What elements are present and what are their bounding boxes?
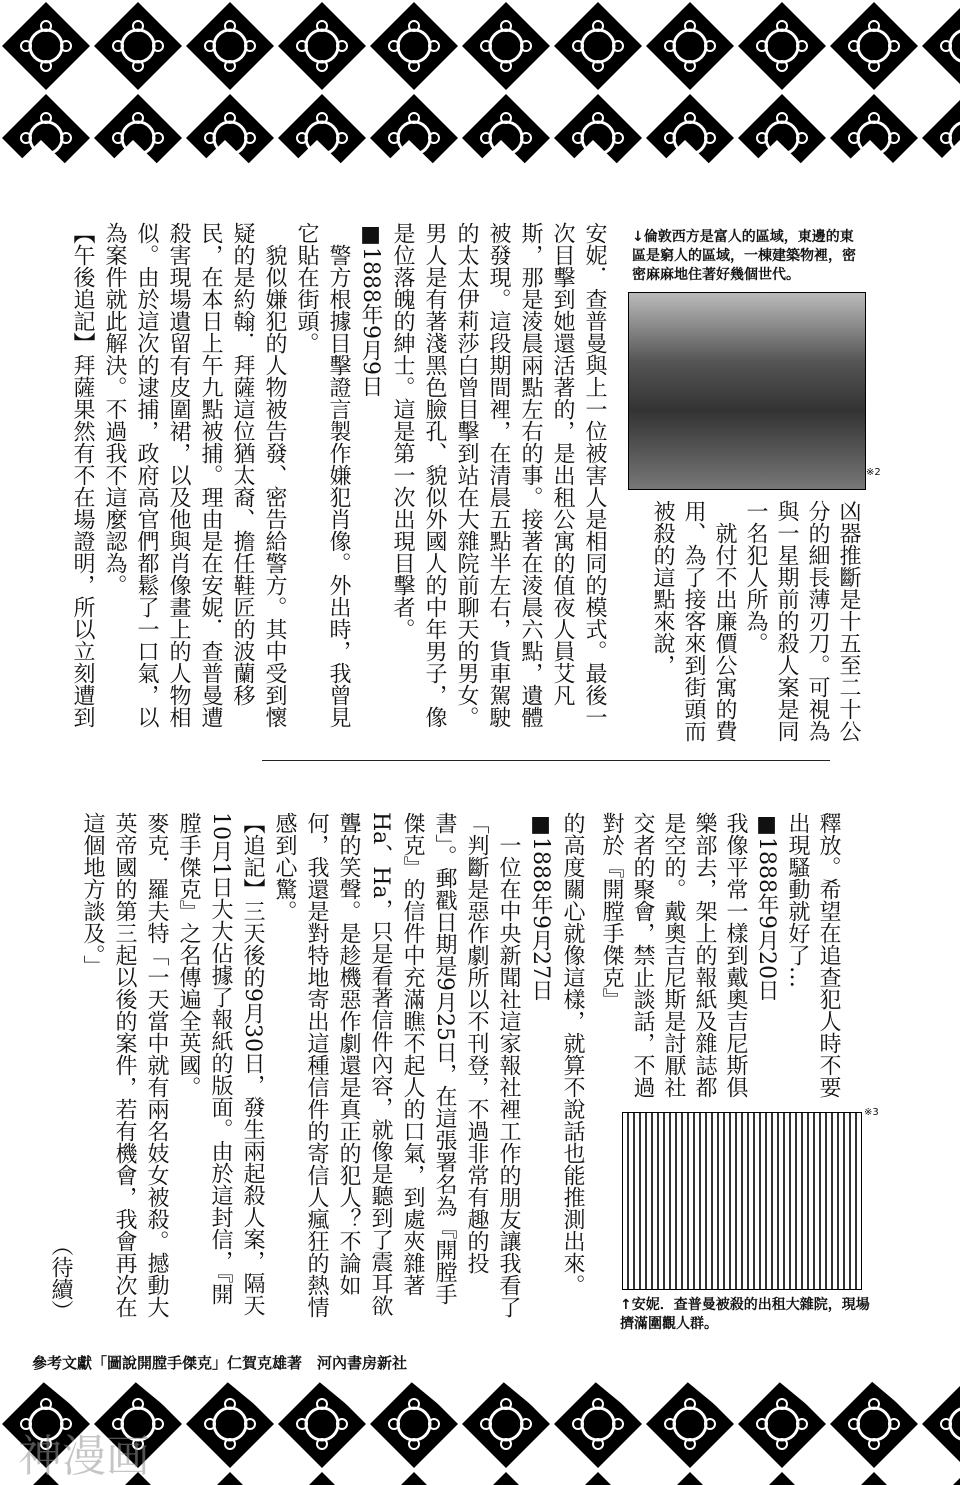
date-heading: ■1888年9月27日: [528, 812, 553, 1001]
to-be-continued: （待續）: [48, 1234, 73, 1322]
date-heading: ■1888年9月20日: [754, 812, 779, 1001]
bottom-long-text: [40, 812, 588, 1322]
paragraph: 我像平常一樣到戴奧吉尼斯俱樂部去，架上的報紙及雜誌都是空的。戴奧吉尼斯是討厭社交者的聚會，禁止談話，不過對於『開膛手傑克』: [599, 812, 748, 1098]
alley-photo: [628, 292, 866, 490]
photo-caption: ↓倫敦西方是富人的區域，東邊的東區是窮人的區域，一棟建築物裡，密密麻麻地住著好幾個世代。: [632, 229, 856, 283]
paragraph: 就付不出廉價公寓的費用、為了接客來到街頭而被殺的這點來說，: [650, 500, 737, 742]
side-text-block: [628, 500, 864, 748]
main-text-block: [28, 222, 610, 730]
bottom-short-text: [592, 812, 844, 1110]
paragraph: 【午後追記】拜薩果然有不在場證明，所以立刻遭到: [70, 222, 95, 728]
reference-note: 參考文獻「圖說開膛手傑克」仁賀克雄著 河內書房新社: [32, 1354, 408, 1372]
courtyard-illustration: [622, 1112, 862, 1290]
paragraph: 的高度關心就像這樣，就算不說話也能推測出來。: [560, 812, 585, 1296]
paragraph: 凶器推斷是十五至二十公分的細長薄刃刀。可視為與一星期前的殺人案是同一名犯人所為。: [743, 500, 861, 742]
paragraph: 【追記】三天後的9月30日，發生兩起殺人案，隔天10月1日大大佔據了報紙的版面。由於這封信，『開膛手傑克』之名傳遍全英國。: [176, 812, 265, 1316]
paragraph: 一位在中央新聞社這家報社裡工作的朋友讓我看了「判斷是惡作劇所以不刊登，不過非常有趣的投書」。郵戳日期是9月25日，在這張署名為『開膛手傑克』的信件中充滿瞧不起人的口氣，到處夾雜著Ha、Ha，只是看著信件內容，就像是聽到了震耳欲聾的笑聲。是趁機惡作劇還是真正的犯人？不論如何，我還是對特地寄出這種信件的寄信人瘋狂的熱情感到心驚。: [272, 812, 521, 1318]
paragraph: 警方根據目擊證言製作嫌犯肖像。外出時，我曾見它貼在街頭。: [294, 222, 351, 728]
paragraph: 麥克．羅夫特「一天當中就有兩名妓女被殺。撼動大英帝國的第三起以後的案件，若有機會，我會再次在這個地方談及。」: [80, 812, 169, 1318]
paragraph: 釋放。希望在追查犯人時不要出現騷動就好了…: [785, 812, 841, 1098]
photo-note: ※2: [866, 467, 881, 478]
top-ornament-border: [0, 0, 960, 190]
illustration-caption: ↑安妮．查普曼被殺的出租大雜院，現場擠滿圍觀人群。: [620, 1297, 870, 1332]
section-divider: [262, 760, 830, 761]
illustration-note: ※3: [864, 1107, 879, 1118]
date-heading: ■1888年9月9日: [358, 222, 383, 397]
watermark: 神漫画: [18, 1431, 150, 1482]
paragraph: 貌似嫌犯的人物被告發、密告給警方。其中受到懷疑的是約翰．拜薩這位猶太裔、擔任鞋匠的波蘭移民，在本日上午九點被捕。理由是在安妮．查普曼遭殺害現場遺留有皮圍裙，以及他與肖像畫上的人物相似。由於這次的逮捕，政府高官們都鬆了一口氣，以為案件就此解決。不過我不這麼認為。: [102, 222, 287, 728]
paragraph: 安妮．查普曼與上一位被害人是相同的模式。最後一次目擊到她還活著的，是出租公寓的值夜人員艾凡斯，那是淩晨兩點左右的事。接著在淩晨六點，遺體被發現。這段期間裡，在清晨五點半左右，貨車駕駛的太太伊莉莎白曾目擊到站在大雜院前聊天的男女。男人是有著淺黑色臉孔、貌似外國人的中年男子，像是位落魄的紳士。這是第一次出現目擊者。: [390, 222, 607, 728]
